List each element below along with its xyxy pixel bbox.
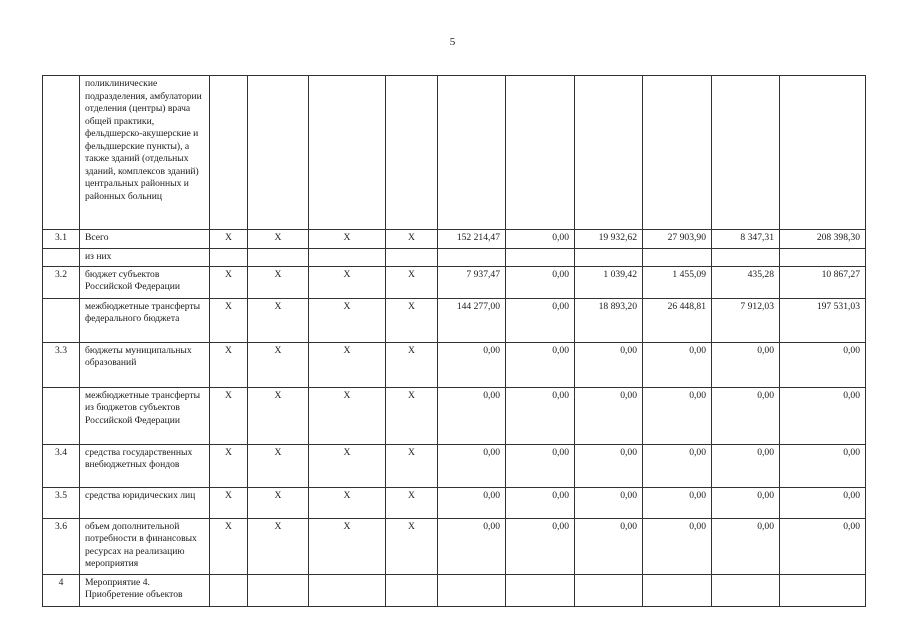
value-cell [506, 574, 575, 606]
value-cell: 0,00 [575, 342, 643, 387]
row-name-cell: Мероприятие 4. Приобретение объектов [80, 574, 210, 606]
row-name-cell: средства юридических лиц [80, 487, 210, 518]
value-cell: 7 937,47 [438, 266, 506, 298]
value-cell: 0,00 [575, 487, 643, 518]
value-cell: 0,00 [643, 387, 712, 444]
value-cell: 0,00 [506, 230, 575, 249]
value-cell [643, 76, 712, 230]
x-mark-cell: X [210, 387, 248, 444]
x-mark-cell: X [309, 487, 386, 518]
x-mark-cell: X [248, 342, 309, 387]
value-cell: 8 347,31 [712, 230, 780, 249]
row-name-cell: бюджеты муниципальных образований [80, 342, 210, 387]
value-cell: 18 893,20 [575, 298, 643, 342]
x-mark-cell [309, 76, 386, 230]
x-mark-cell: X [386, 230, 438, 249]
value-cell [438, 249, 506, 267]
value-cell: 0,00 [712, 342, 780, 387]
x-mark-cell: X [248, 266, 309, 298]
value-cell [712, 574, 780, 606]
value-cell: 0,00 [712, 518, 780, 574]
table-row [43, 487, 866, 518]
value-cell: 0,00 [438, 518, 506, 574]
value-cell: 0,00 [712, 387, 780, 444]
value-cell: 0,00 [506, 266, 575, 298]
value-cell: 0,00 [575, 518, 643, 574]
budget-table [42, 75, 866, 607]
value-cell: 0,00 [643, 487, 712, 518]
value-cell: 0,00 [506, 298, 575, 342]
value-cell: 7 912,03 [712, 298, 780, 342]
x-mark-cell [386, 249, 438, 267]
x-mark-cell: X [309, 444, 386, 487]
row-name-cell: межбюджетные трансферты федерального бюджета [80, 298, 210, 342]
x-mark-cell [248, 76, 309, 230]
value-cell: 152 214,47 [438, 230, 506, 249]
row-number-cell [43, 249, 80, 267]
value-cell: 208 398,30 [780, 230, 866, 249]
value-cell: 0,00 [575, 387, 643, 444]
value-cell: 0,00 [643, 518, 712, 574]
x-mark-cell: X [210, 266, 248, 298]
value-cell: 0,00 [780, 342, 866, 387]
x-mark-cell [210, 574, 248, 606]
value-cell: 10 867,27 [780, 266, 866, 298]
x-mark-cell: X [386, 298, 438, 342]
x-mark-cell [248, 574, 309, 606]
value-cell: 1 039,42 [575, 266, 643, 298]
value-cell [575, 249, 643, 267]
value-cell: 27 903,90 [643, 230, 712, 249]
value-cell: 0,00 [643, 342, 712, 387]
table-row [43, 342, 866, 387]
row-number-cell: 3.4 [43, 444, 80, 487]
row-name-cell: бюджет субъектов Российской Федерации [80, 266, 210, 298]
row-number-cell [43, 298, 80, 342]
value-cell [780, 76, 866, 230]
table-row [43, 298, 866, 342]
table-row [43, 574, 866, 606]
value-cell [506, 76, 575, 230]
row-number-cell: 3.6 [43, 518, 80, 574]
value-cell: 435,28 [712, 266, 780, 298]
x-mark-cell: X [210, 298, 248, 342]
value-cell [438, 574, 506, 606]
value-cell [780, 574, 866, 606]
x-mark-cell: X [309, 518, 386, 574]
value-cell: 0,00 [506, 518, 575, 574]
x-mark-cell [386, 574, 438, 606]
x-mark-cell: X [210, 342, 248, 387]
value-cell: 0,00 [712, 444, 780, 487]
x-mark-cell: X [386, 444, 438, 487]
row-name-cell: межбюджетные трансферты из бюджетов субъектов Российской Федерации [80, 387, 210, 444]
x-mark-cell: X [210, 444, 248, 487]
value-cell: 1 455,09 [643, 266, 712, 298]
x-mark-cell: X [309, 266, 386, 298]
value-cell: 26 448,81 [643, 298, 712, 342]
value-cell: 0,00 [438, 487, 506, 518]
x-mark-cell: X [309, 230, 386, 249]
budget-table-body [43, 76, 866, 607]
row-number-cell: 3.2 [43, 266, 80, 298]
table-row [43, 266, 866, 298]
value-cell [643, 574, 712, 606]
value-cell [643, 249, 712, 267]
value-cell: 0,00 [780, 387, 866, 444]
x-mark-cell: X [248, 387, 309, 444]
table-row [43, 76, 866, 230]
x-mark-cell [210, 249, 248, 267]
value-cell: 0,00 [643, 444, 712, 487]
x-mark-cell: X [248, 230, 309, 249]
value-cell [438, 76, 506, 230]
value-cell [575, 574, 643, 606]
x-mark-cell: X [309, 387, 386, 444]
value-cell: 0,00 [575, 444, 643, 487]
table-row [43, 387, 866, 444]
value-cell: 0,00 [506, 342, 575, 387]
value-cell: 0,00 [712, 487, 780, 518]
value-cell: 0,00 [780, 444, 866, 487]
page-number: 5 [449, 36, 456, 48]
value-cell: 19 932,62 [575, 230, 643, 249]
x-mark-cell: X [210, 487, 248, 518]
value-cell: 144 277,00 [438, 298, 506, 342]
row-name-cell: средства государственных внебюджетных фондов [80, 444, 210, 487]
x-mark-cell: X [386, 387, 438, 444]
value-cell [712, 249, 780, 267]
x-mark-cell: X [248, 298, 309, 342]
row-name-cell: объем дополнительной потребности в финансовых ресурсах на реализацию мероприятия [80, 518, 210, 574]
x-mark-cell: X [309, 342, 386, 387]
table-row [43, 249, 866, 267]
x-mark-cell: X [386, 518, 438, 574]
x-mark-cell: X [386, 342, 438, 387]
x-mark-cell: X [248, 518, 309, 574]
row-number-cell: 3.3 [43, 342, 80, 387]
table-row [43, 444, 866, 487]
value-cell [712, 76, 780, 230]
x-mark-cell [248, 249, 309, 267]
row-name-cell: Всего [80, 230, 210, 249]
value-cell: 0,00 [438, 342, 506, 387]
x-mark-cell: X [210, 230, 248, 249]
x-mark-cell [309, 574, 386, 606]
value-cell: 0,00 [506, 387, 575, 444]
value-cell: 0,00 [506, 444, 575, 487]
x-mark-cell [309, 249, 386, 267]
value-cell: 197 531,03 [780, 298, 866, 342]
row-number-cell [43, 76, 80, 230]
x-mark-cell: X [210, 518, 248, 574]
row-number-cell: 3.5 [43, 487, 80, 518]
x-mark-cell: X [386, 266, 438, 298]
value-cell [575, 76, 643, 230]
value-cell [780, 249, 866, 267]
value-cell: 0,00 [780, 518, 866, 574]
value-cell [506, 249, 575, 267]
x-mark-cell: X [386, 487, 438, 518]
row-name-cell: из них [80, 249, 210, 267]
row-number-cell: 4 [43, 574, 80, 606]
value-cell: 0,00 [438, 387, 506, 444]
value-cell: 0,00 [438, 444, 506, 487]
x-mark-cell: X [309, 298, 386, 342]
x-mark-cell [386, 76, 438, 230]
row-number-cell [43, 387, 80, 444]
value-cell: 0,00 [780, 487, 866, 518]
row-name-cell: поликлинические подразделения, амбулатории отделения (центры) врача общей практики, фельдшерско-акушерские и фельдшерские пункты), а также зданий (отдельных зданий, комплексов зданий) центральных районных и районных больниц [80, 76, 210, 230]
x-mark-cell: X [248, 444, 309, 487]
x-mark-cell [210, 76, 248, 230]
value-cell: 0,00 [506, 487, 575, 518]
table-row [43, 518, 866, 574]
table-row [43, 230, 866, 249]
row-number-cell: 3.1 [43, 230, 80, 249]
x-mark-cell: X [248, 487, 309, 518]
